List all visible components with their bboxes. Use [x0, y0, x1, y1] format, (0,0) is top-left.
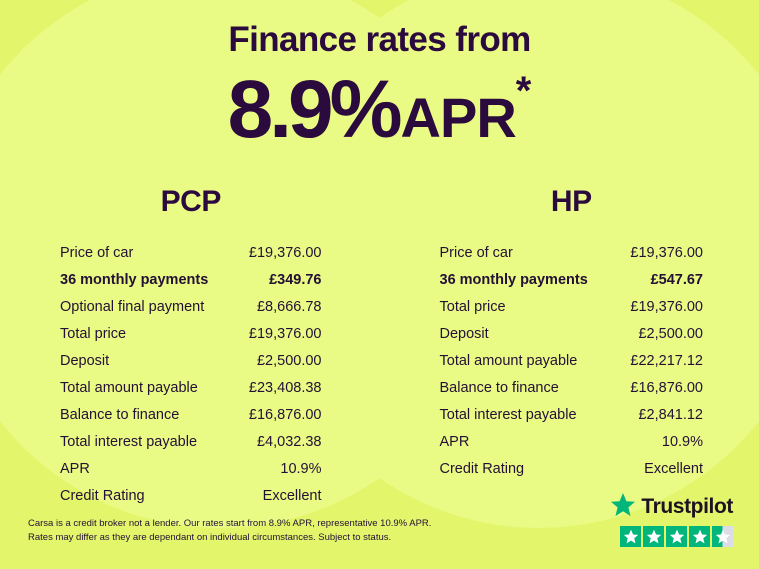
page-title: Finance rates from: [228, 20, 531, 59]
row-value: 10.9%: [661, 433, 703, 450]
row-value: £19,376.00: [630, 298, 703, 315]
table-row: [60, 455, 322, 482]
row-label: Deposit: [439, 325, 489, 342]
table-row: [440, 266, 704, 293]
table-row: [440, 320, 704, 347]
row-value: £19,376.00: [248, 325, 322, 342]
trustpilot-logo: [611, 493, 733, 521]
table-row: [440, 239, 704, 266]
disclaimer-line-1: Carsa is a credit broker not a lender. Our rates start from 8.9% APR, representative 10.9% APR.: [28, 518, 432, 530]
table-row: [60, 239, 322, 266]
rate-asterisk: *: [515, 69, 532, 113]
pcp-column: [0, 185, 380, 509]
row-value: £547.67: [650, 271, 703, 288]
table-row: [60, 482, 322, 509]
row-label: Credit Rating: [60, 487, 145, 504]
table-row: [440, 347, 704, 374]
row-value: £2,841.12: [638, 406, 703, 423]
star-icon: [666, 526, 687, 547]
row-value: £8,666.78: [256, 298, 322, 315]
disclaimer-line-2: Rates may differ as they are dependant on individual circumstances. Subject to status.: [28, 532, 392, 544]
star-icon: [620, 526, 641, 547]
row-label: 36 monthly payments: [60, 271, 209, 288]
trustpilot-rating: [611, 493, 733, 547]
row-label: Total interest payable: [439, 406, 577, 423]
row-value: £2,500.00: [638, 325, 703, 342]
table-row: [440, 428, 704, 455]
row-value: Excellent: [644, 460, 703, 477]
row-value: £23,408.38: [248, 379, 322, 396]
row-value: £2,500.00: [256, 352, 322, 369]
row-value: £22,217.12: [630, 352, 703, 369]
table-row: [60, 401, 322, 428]
row-label: Deposit: [60, 352, 110, 369]
row-value: £4,032.38: [256, 433, 322, 450]
row-label: Optional final payment: [60, 298, 205, 315]
row-label: Balance to finance: [439, 379, 559, 396]
row-value: Excellent: [262, 487, 322, 504]
table-row: [440, 374, 704, 401]
star-half-icon: [712, 526, 733, 547]
row-label: Total amount payable: [439, 352, 578, 369]
hp-column-title: HP: [550, 185, 592, 218]
rate-value: 8.9%: [227, 64, 399, 155]
row-label: Total interest payable: [60, 433, 198, 450]
star-icon: [689, 526, 710, 547]
row-value: 10.9%: [280, 460, 322, 477]
row-label: Balance to finance: [60, 406, 180, 423]
row-value: £19,376.00: [630, 244, 703, 261]
table-row: [60, 374, 322, 401]
table-row: [440, 293, 704, 320]
trustpilot-star-icon: [611, 493, 635, 521]
trustpilot-wordmark: Trustpilot: [641, 495, 733, 518]
star-icon: [643, 526, 664, 547]
row-label: Price of car: [439, 244, 513, 261]
row-value: £16,876.00: [630, 379, 703, 396]
headline-rate: [0, 64, 759, 155]
rate-unit: APR: [400, 86, 516, 149]
hp-column: [380, 185, 759, 509]
table-row: [60, 428, 322, 455]
row-value: £19,376.00: [248, 244, 322, 261]
pcp-column-title: PCP: [160, 185, 221, 218]
table-row: [60, 266, 322, 293]
disclaimer-text: [28, 517, 448, 545]
row-value: £16,876.00: [248, 406, 322, 423]
table-row: [60, 293, 322, 320]
row-label: Total price: [60, 325, 127, 342]
row-label: 36 monthly payments: [439, 271, 588, 288]
trustpilot-stars: [611, 526, 733, 547]
table-row: [440, 455, 704, 482]
row-label: APR: [439, 433, 470, 450]
row-value: £349.76: [269, 271, 322, 288]
table-row: [60, 347, 322, 374]
row-label: Credit Rating: [439, 460, 525, 477]
finance-columns: [0, 185, 759, 509]
table-row: [440, 401, 704, 428]
table-row: [60, 320, 322, 347]
row-label: Total amount payable: [60, 379, 198, 396]
row-label: Total price: [439, 298, 506, 315]
row-label: APR: [60, 460, 90, 477]
row-label: Price of car: [60, 244, 134, 261]
